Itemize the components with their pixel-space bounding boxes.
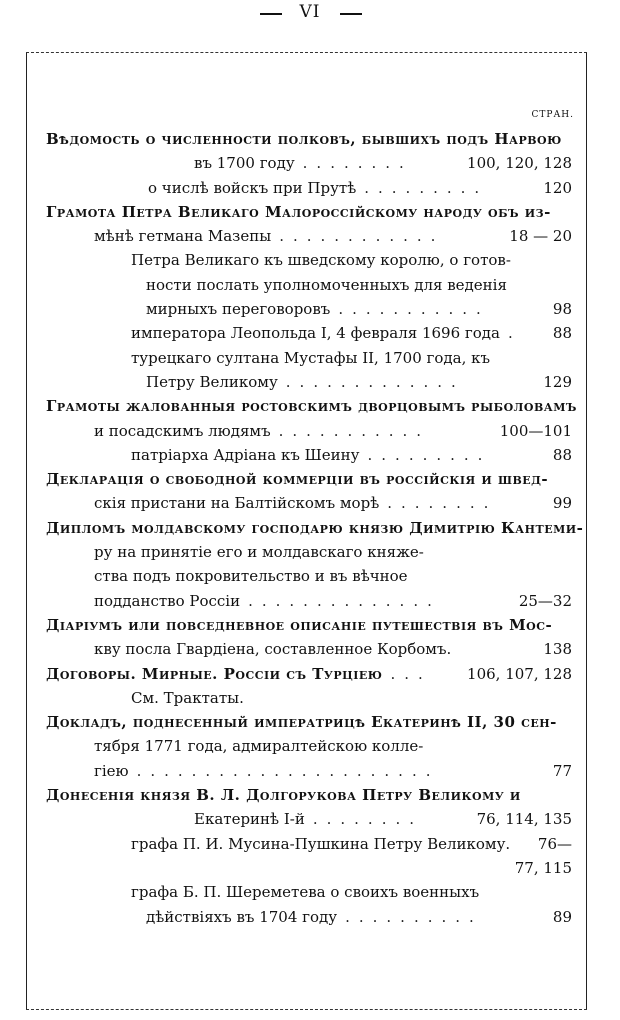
index-line bbox=[46, 151, 572, 175]
index-line bbox=[46, 759, 572, 783]
entry-text: турецкаго султана Мустафы II, 1700 года, къ bbox=[131, 348, 491, 367]
entry-text: Дипломъ молдавскому господарю князю Димитрію Кантеми- bbox=[46, 518, 584, 537]
index-line bbox=[46, 905, 572, 929]
entry-text: и посадскимъ людямъ bbox=[94, 421, 271, 440]
entry-text: ства подъ покровительство и въ вѣчное bbox=[94, 567, 408, 586]
entry-pages: 76, 114, 135 bbox=[476, 810, 572, 829]
index-line bbox=[46, 491, 572, 515]
index-line bbox=[46, 297, 572, 321]
index-line bbox=[46, 686, 572, 710]
entry-text: Екатеринѣ I-й bbox=[194, 810, 305, 829]
index-line bbox=[46, 370, 572, 394]
entry-text: Грамоты жалованныя ростовскимъ дворцовымъ рыболовамъ bbox=[46, 397, 577, 416]
index-line bbox=[46, 467, 572, 491]
dot-leader: ............ bbox=[279, 227, 445, 246]
index-line bbox=[46, 564, 572, 588]
dot-leader: ......... bbox=[364, 178, 489, 197]
dot-leader: ........ bbox=[312, 810, 424, 829]
column-label: СТРАН. bbox=[531, 110, 574, 120]
entry-text: тября 1771 года, адмиралтейскою колле- bbox=[94, 737, 424, 756]
dot-leader: ........ bbox=[387, 494, 498, 513]
index-entries bbox=[46, 127, 584, 929]
index-line bbox=[46, 200, 572, 224]
entry-text: графа Б. П. Шереметева о своихъ военныхъ bbox=[131, 883, 480, 902]
entry-pages: 100—101 bbox=[499, 421, 572, 440]
entry-text: См. Трактаты. bbox=[131, 688, 244, 707]
page-number: VI bbox=[299, 2, 321, 22]
left-ornament bbox=[260, 13, 282, 15]
index-line bbox=[46, 880, 572, 904]
entry-pages: 100, 120, 128 bbox=[467, 154, 572, 173]
dot-leader: ........... bbox=[278, 421, 431, 440]
index-line bbox=[46, 224, 572, 248]
entry-text: Докладъ, поднесенный императрицѣ Екатеринѣ II, 30 сен- bbox=[46, 713, 557, 732]
entry-text: Грамота Петра Великаго Малороссійскому народу объ из- bbox=[46, 202, 551, 221]
entry-text: дѣйствіяхъ въ 1704 году bbox=[146, 907, 338, 926]
entry-pages: 77 bbox=[552, 761, 572, 780]
index-line bbox=[46, 443, 572, 467]
dot-leader: .............. bbox=[248, 591, 441, 610]
entry-pages: 138 bbox=[543, 640, 572, 659]
bottom-rule bbox=[26, 1009, 587, 1010]
index-line bbox=[46, 637, 572, 661]
entry-text: подданство Россіи bbox=[94, 591, 241, 610]
index-line bbox=[46, 856, 572, 880]
entry-pages: 99 bbox=[552, 494, 572, 513]
entry-text: Донесенія князя В. Л. Долгорукова Петру Великому и bbox=[46, 786, 521, 805]
entry-text: въ 1700 году bbox=[194, 154, 295, 173]
entry-pages: 106, 107, 128 bbox=[467, 664, 572, 683]
dot-leader: ......... bbox=[367, 445, 492, 464]
index-line bbox=[46, 807, 572, 831]
entry-text: Вѣдомость о численности полковъ, бывшихъ подъ Нарвою bbox=[46, 130, 562, 148]
index-line bbox=[46, 176, 572, 200]
index-line bbox=[46, 783, 572, 807]
index-line bbox=[46, 613, 572, 637]
entry-text: мѣнѣ гетмана Мазепы bbox=[94, 227, 272, 246]
index-line bbox=[46, 589, 572, 613]
entry-pages: 88 bbox=[552, 324, 572, 343]
entry-text: скія пристани на Балтійскомъ морѣ bbox=[94, 494, 380, 513]
entry-text: ру на принятіе его и молдавскаго княже- bbox=[94, 543, 424, 562]
entry-text: о числѣ войскъ при Прутѣ bbox=[148, 178, 357, 197]
entry-text: графа П. И. Мусина-Пушкина Петру Великому. bbox=[131, 834, 511, 853]
entry-pages: 76— bbox=[537, 834, 572, 853]
dot-leader: ........... bbox=[338, 300, 490, 319]
entry-pages: 129 bbox=[543, 372, 572, 391]
index-line bbox=[46, 734, 572, 758]
entry-pages: 88 bbox=[552, 445, 572, 464]
entry-pages: 25—32 bbox=[518, 591, 572, 610]
entry-text: Петра Великаго къ шведскому королю, о готов- bbox=[131, 251, 511, 270]
entry-pages: 98 bbox=[552, 300, 572, 319]
entry-text: Діаріумъ или повседневное описаніе путешествія въ Мос- bbox=[46, 615, 553, 634]
entry-pages: 120 bbox=[543, 178, 572, 197]
index-line bbox=[46, 273, 572, 297]
entry-text: ности послать уполномоченныхъ для веденія bbox=[146, 275, 507, 294]
dot-leader: .......... bbox=[345, 907, 483, 926]
index-line bbox=[46, 127, 572, 151]
dot-leader: . bbox=[507, 324, 522, 343]
index-line bbox=[46, 346, 572, 370]
index-line bbox=[46, 540, 572, 564]
index-line bbox=[46, 710, 572, 734]
index-line bbox=[46, 516, 584, 540]
entry-text: кву посла Гвардіена, составленное Корбомъ. bbox=[94, 640, 452, 659]
entry-text: мирныхъ переговоровъ bbox=[146, 300, 331, 319]
dot-leader: ...................... bbox=[136, 761, 440, 780]
index-line bbox=[46, 419, 572, 443]
index-line bbox=[46, 321, 572, 345]
index-line bbox=[46, 394, 577, 418]
entry-text: патріарха Адріана къ Шеину bbox=[131, 445, 360, 464]
dot-leader: ... bbox=[390, 664, 432, 683]
entry-text: Декларація о свободной коммерціи въ россійскія и швед- bbox=[46, 470, 549, 489]
dot-leader: ............. bbox=[285, 372, 465, 391]
index-line bbox=[46, 662, 572, 686]
top-rule bbox=[26, 52, 587, 53]
entry-text: Договоры. Мирные. Россіи съ Турціею bbox=[46, 664, 383, 683]
index-line bbox=[46, 832, 572, 856]
entry-pages: 18 — 20 bbox=[509, 227, 572, 246]
right-ornament bbox=[340, 13, 362, 15]
entry-text: Петру Великому bbox=[146, 372, 278, 391]
entry-pages: 77, 115 bbox=[514, 858, 572, 877]
page-header bbox=[0, 2, 620, 28]
entry-pages: 89 bbox=[552, 907, 572, 926]
index-line bbox=[46, 248, 572, 272]
entry-text: гіею bbox=[94, 761, 129, 780]
entry-text: императора Леопольда I, 4 февраля 1696 года bbox=[131, 324, 500, 343]
dot-leader: ........ bbox=[302, 154, 413, 173]
